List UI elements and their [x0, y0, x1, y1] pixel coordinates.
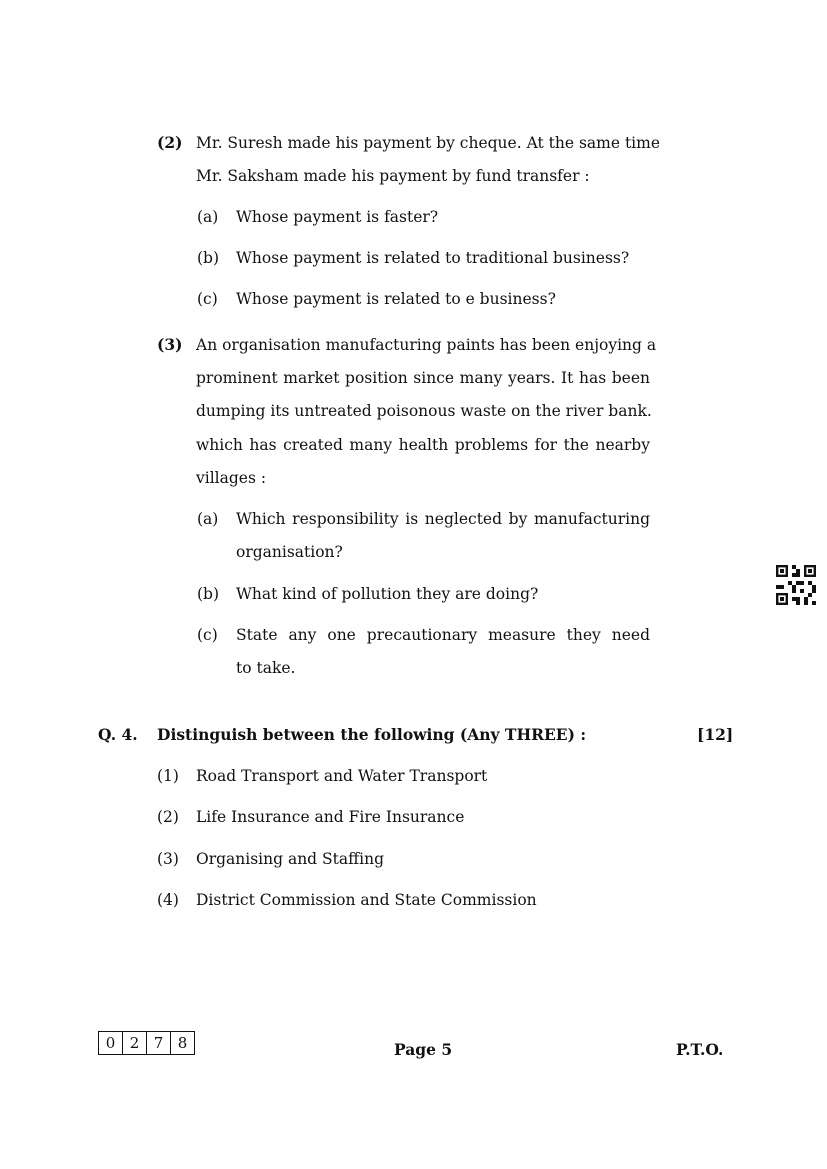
question-title: Distinguish between the following (Any THREE) :	[157, 725, 587, 744]
paragraph-line: Mr. Suresh made his payment by cheque. At the same time	[196, 134, 661, 152]
item-label: (b)	[197, 249, 220, 267]
item-text: Which responsibility is neglected by manufacturing	[236, 510, 650, 528]
item-label: (c)	[197, 290, 218, 308]
paragraph-line: villages :	[196, 469, 267, 487]
paper-code-digit: 2	[123, 1032, 147, 1054]
subquestion-number: (3)	[157, 335, 183, 354]
item-label: (b)	[197, 585, 220, 603]
item-label: (a)	[197, 510, 219, 528]
item-text: Organising and Staffing	[196, 850, 384, 868]
paper-code	[98, 1031, 195, 1055]
item-text: What kind of pollution they are doing?	[236, 585, 539, 603]
marks: [12]	[697, 725, 734, 744]
item-label: (3)	[157, 850, 179, 868]
paper-code-digit: 8	[177, 1034, 188, 1052]
item-text: Life Insurance and Fire Insurance	[196, 808, 465, 826]
paper-code-digit: 7	[147, 1032, 171, 1054]
item-text: State any one precautionary measure they need	[236, 626, 650, 644]
item-label: (a)	[197, 208, 219, 226]
paper-code-digit: 0	[99, 1032, 123, 1054]
item-label: (c)	[197, 626, 218, 644]
item-label: (4)	[157, 891, 179, 909]
page-number: Page 5	[394, 1040, 453, 1059]
paragraph-line: prominent market position since many years. It has been	[196, 369, 650, 387]
subquestion-number: (2)	[157, 133, 183, 152]
item-text: organisation?	[236, 543, 343, 561]
paragraph-line: An organisation manufacturing paints has been enjoying a	[196, 336, 657, 354]
item-text: Whose payment is related to e business?	[236, 290, 556, 308]
item-text: Whose payment is related to traditional business?	[236, 249, 630, 267]
item-label: (1)	[157, 767, 179, 785]
item-text: District Commission and State Commission	[196, 891, 537, 909]
pto-label: P.T.O.	[676, 1040, 724, 1059]
paragraph-line: Mr. Saksham made his payment by fund transfer :	[196, 167, 590, 185]
question-number: Q. 4.	[98, 725, 138, 744]
item-text: Road Transport and Water Transport	[196, 767, 488, 785]
item-text: to take.	[236, 659, 296, 677]
qr-code-icon	[776, 565, 816, 605]
item-text: Whose payment is faster?	[236, 208, 439, 226]
item-label: (2)	[157, 808, 179, 826]
paragraph-line: dumping its untreated poisonous waste on the river bank.	[196, 402, 652, 420]
paragraph-line: which has created many health problems for the nearby	[196, 436, 650, 454]
